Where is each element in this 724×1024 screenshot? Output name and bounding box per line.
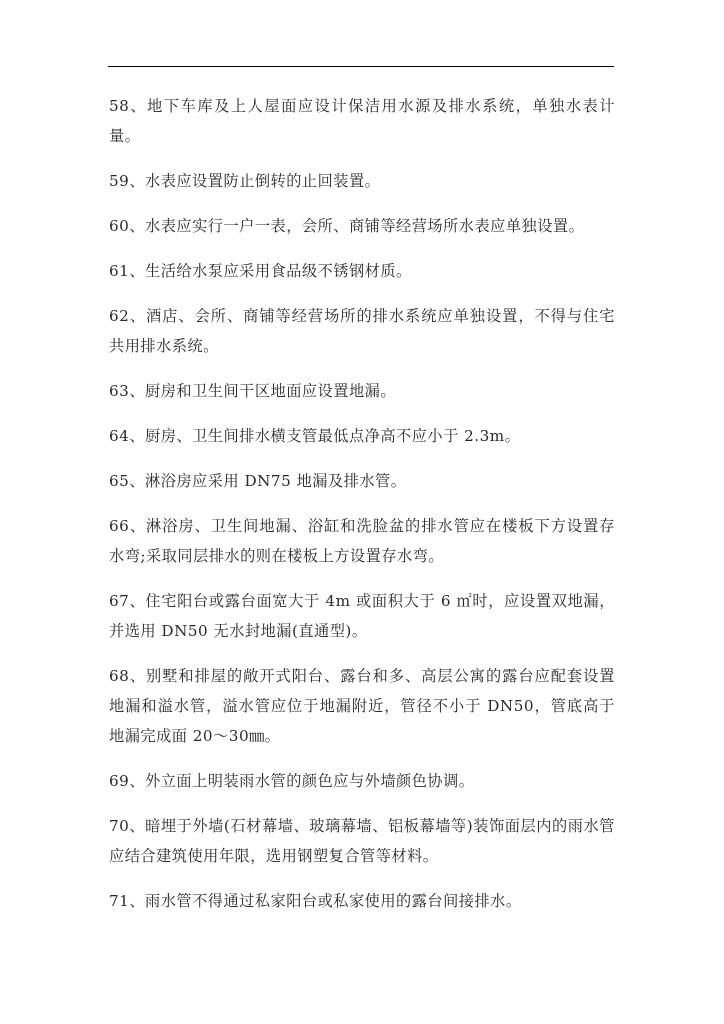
clause-62: 62、酒店、会所、商铺等经营场所的排水系统应单独设置，不得与住宅共用排水系统。 — [109, 307, 615, 355]
clause-67: 67、住宅阳台或露台面宽大于 4m 或面积大于 6 ㎡时，应设置双地漏，并选用 DN50 无水封地漏(直通型)。 — [109, 592, 615, 640]
clause-61: 61、生活给水泵应采用食品级不锈钢材质。 — [109, 262, 412, 280]
clause-70: 70、暗埋于外墙(石材幕墙、玻璃幕墙、铝板幕墙等)装饰面层内的雨水管应结合建筑使用年限，选用钢塑复合管等材料。 — [109, 817, 615, 865]
clause-66: 66、淋浴房、卫生间地漏、浴缸和洗脸盆的排水管应在楼板下方设置存水弯;采取同层排水的则在楼板上方设置存水弯。 — [109, 517, 615, 565]
document-body — [109, 91, 615, 931]
clause-69: 69、外立面上明装雨水管的颜色应与外墙颜色协调。 — [109, 772, 475, 790]
clause-59: 59、水表应设置防止倒转的止回装置。 — [109, 172, 381, 190]
clause-71: 71、雨水管不得通过私家阳台或私家使用的露台间接排水。 — [109, 892, 522, 910]
clause-64: 64、厨房、卫生间排水横支管最低点净高不应小于 2.3m。 — [109, 427, 521, 445]
clause-63: 63、厨房和卫生间干区地面应设置地漏。 — [109, 382, 397, 400]
clause-58: 58、地下车库及上人屋面应设计保洁用水源及排水系统，单独水表计量。 — [109, 97, 615, 145]
clause-65: 65、淋浴房应采用 DN75 地漏及排水管。 — [109, 472, 407, 490]
header-rule — [108, 66, 614, 67]
clause-60: 60、水表应实行一户一表，会所、商铺等经营场所水表应单独设置。 — [109, 217, 585, 235]
clause-68: 68、别墅和排屋的敞开式阳台、露台和多、高层公寓的露台应配套设置地漏和溢水管，溢水管应位于地漏附近，管径不小于 DN50，管底高于地漏完成面 20～30㎜。 — [109, 667, 615, 745]
